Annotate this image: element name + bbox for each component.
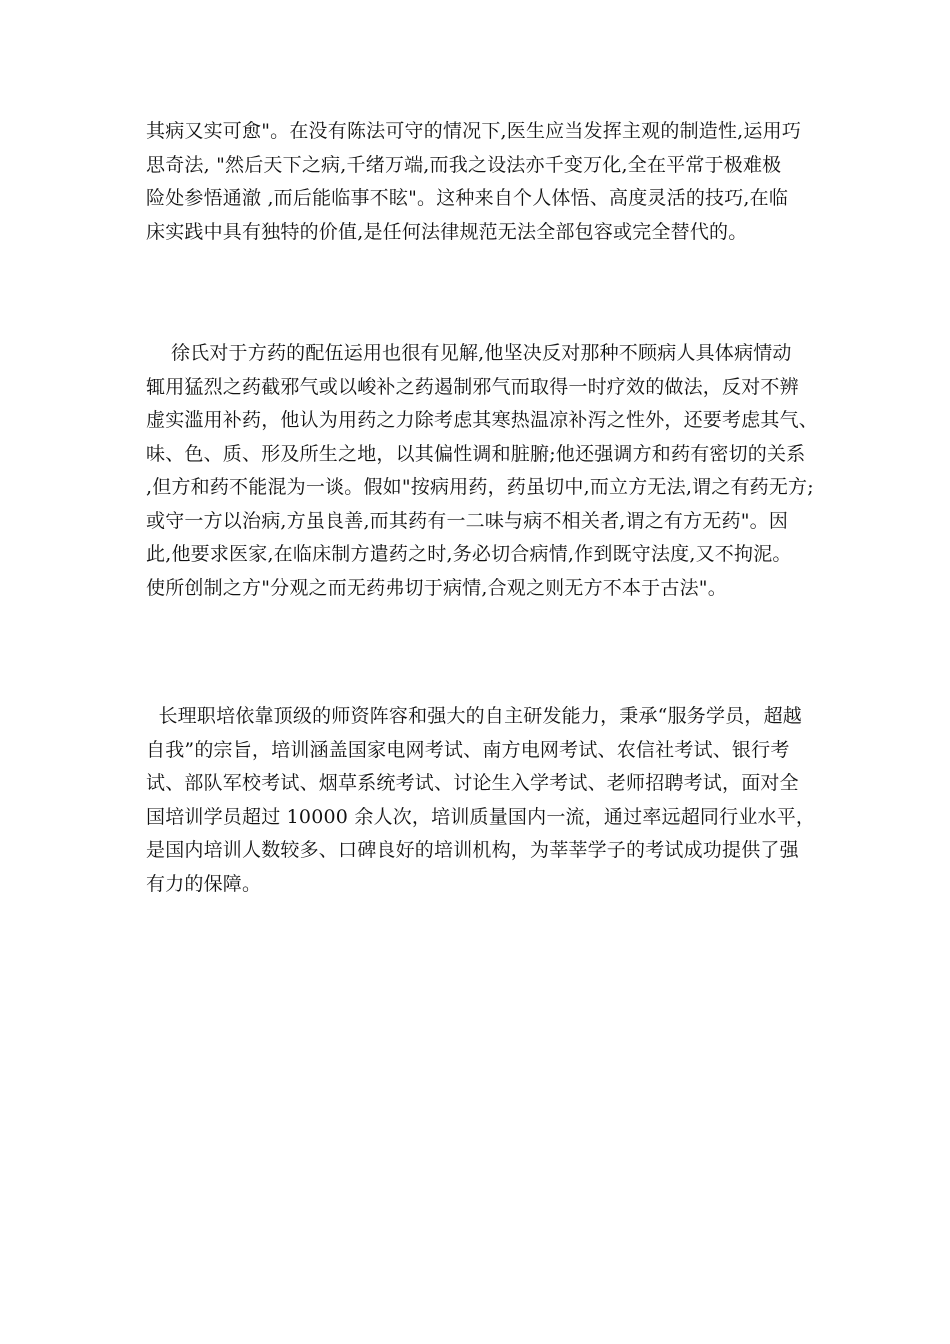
text-line: 虚实滥用补药，他认为用药之力除考虑其寒热温凉补泻之性外，还要考虑其气、	[146, 409, 819, 431]
text-line: 或守一方以治病,方虽良善,而其药有一二味与病不相关者,谓之有方无药"。因	[146, 509, 789, 532]
text-line: 使所创制之方"分观之而无药弗切于病情,合观之则无方不本于古法"。	[146, 576, 727, 599]
text-line: 思奇法, "然后天下之病,千绪万端,而我之设法亦千变万化,全在平常于极难极	[146, 153, 782, 176]
text-line: 辄用猛烈之药截邪气或以峻补之药遏制邪气而取得一时疗效的做法，反对不辨	[146, 375, 799, 398]
text-line: 徐氏对于方药的配伍运用也很有见解,他坚决反对那种不顾病人具体病情动	[146, 342, 792, 364]
text-line: ,但方和药不能混为一谈。假如"按病用药，药虽切中,而立方无法,谓之有药无方;	[146, 476, 814, 498]
text-line: 国培训学员超过 10000 余人次，培训质量国内一流，通过率远超同行业水平，	[146, 805, 816, 828]
text-line: 此,他要求医家,在临床制方遣药之时,务必切合病情,作到既守法度,又不拘泥。	[146, 543, 792, 565]
text-line: 其病又实可愈"。在没有陈法可守的情况下,医生应当发挥主观的制造性,运用巧	[146, 120, 802, 142]
text-line: 自我”的宗旨，培训涵盖国家电网考试、南方电网考试、农信社考试、银行考	[146, 738, 790, 761]
text-line: 试、部队军校考试、烟草系统考试、讨论生入学考试、老师招聘考试，面对全	[146, 772, 799, 794]
text-line: 味、色、质、形及所生之地，以其偏性调和脏腑;他还强调方和药有密切的关系	[146, 442, 806, 465]
text-line: 床实践中具有独特的价值,是任何法律规范无法全部包容或完全替代的。	[146, 220, 748, 243]
paragraph-xu-prescription	[146, 337, 826, 605]
text-line: 险处参悟通澈 ,而后能临事不眩"。这种来自个人体悟、高度灵活的技巧,在临	[146, 187, 789, 209]
paragraph-training-ad	[146, 700, 826, 901]
paragraph-xu-clinical-skill	[146, 115, 826, 249]
text-line: 有力的保障。	[146, 872, 262, 895]
text-line: 是国内培训人数较多、口碑良好的培训机构，为莘莘学子的考试成功提供了强	[146, 839, 799, 861]
text-line: 长理职培依靠顶级的师资阵容和强大的自主研发能力，秉承“服务学员，超越	[146, 705, 802, 727]
